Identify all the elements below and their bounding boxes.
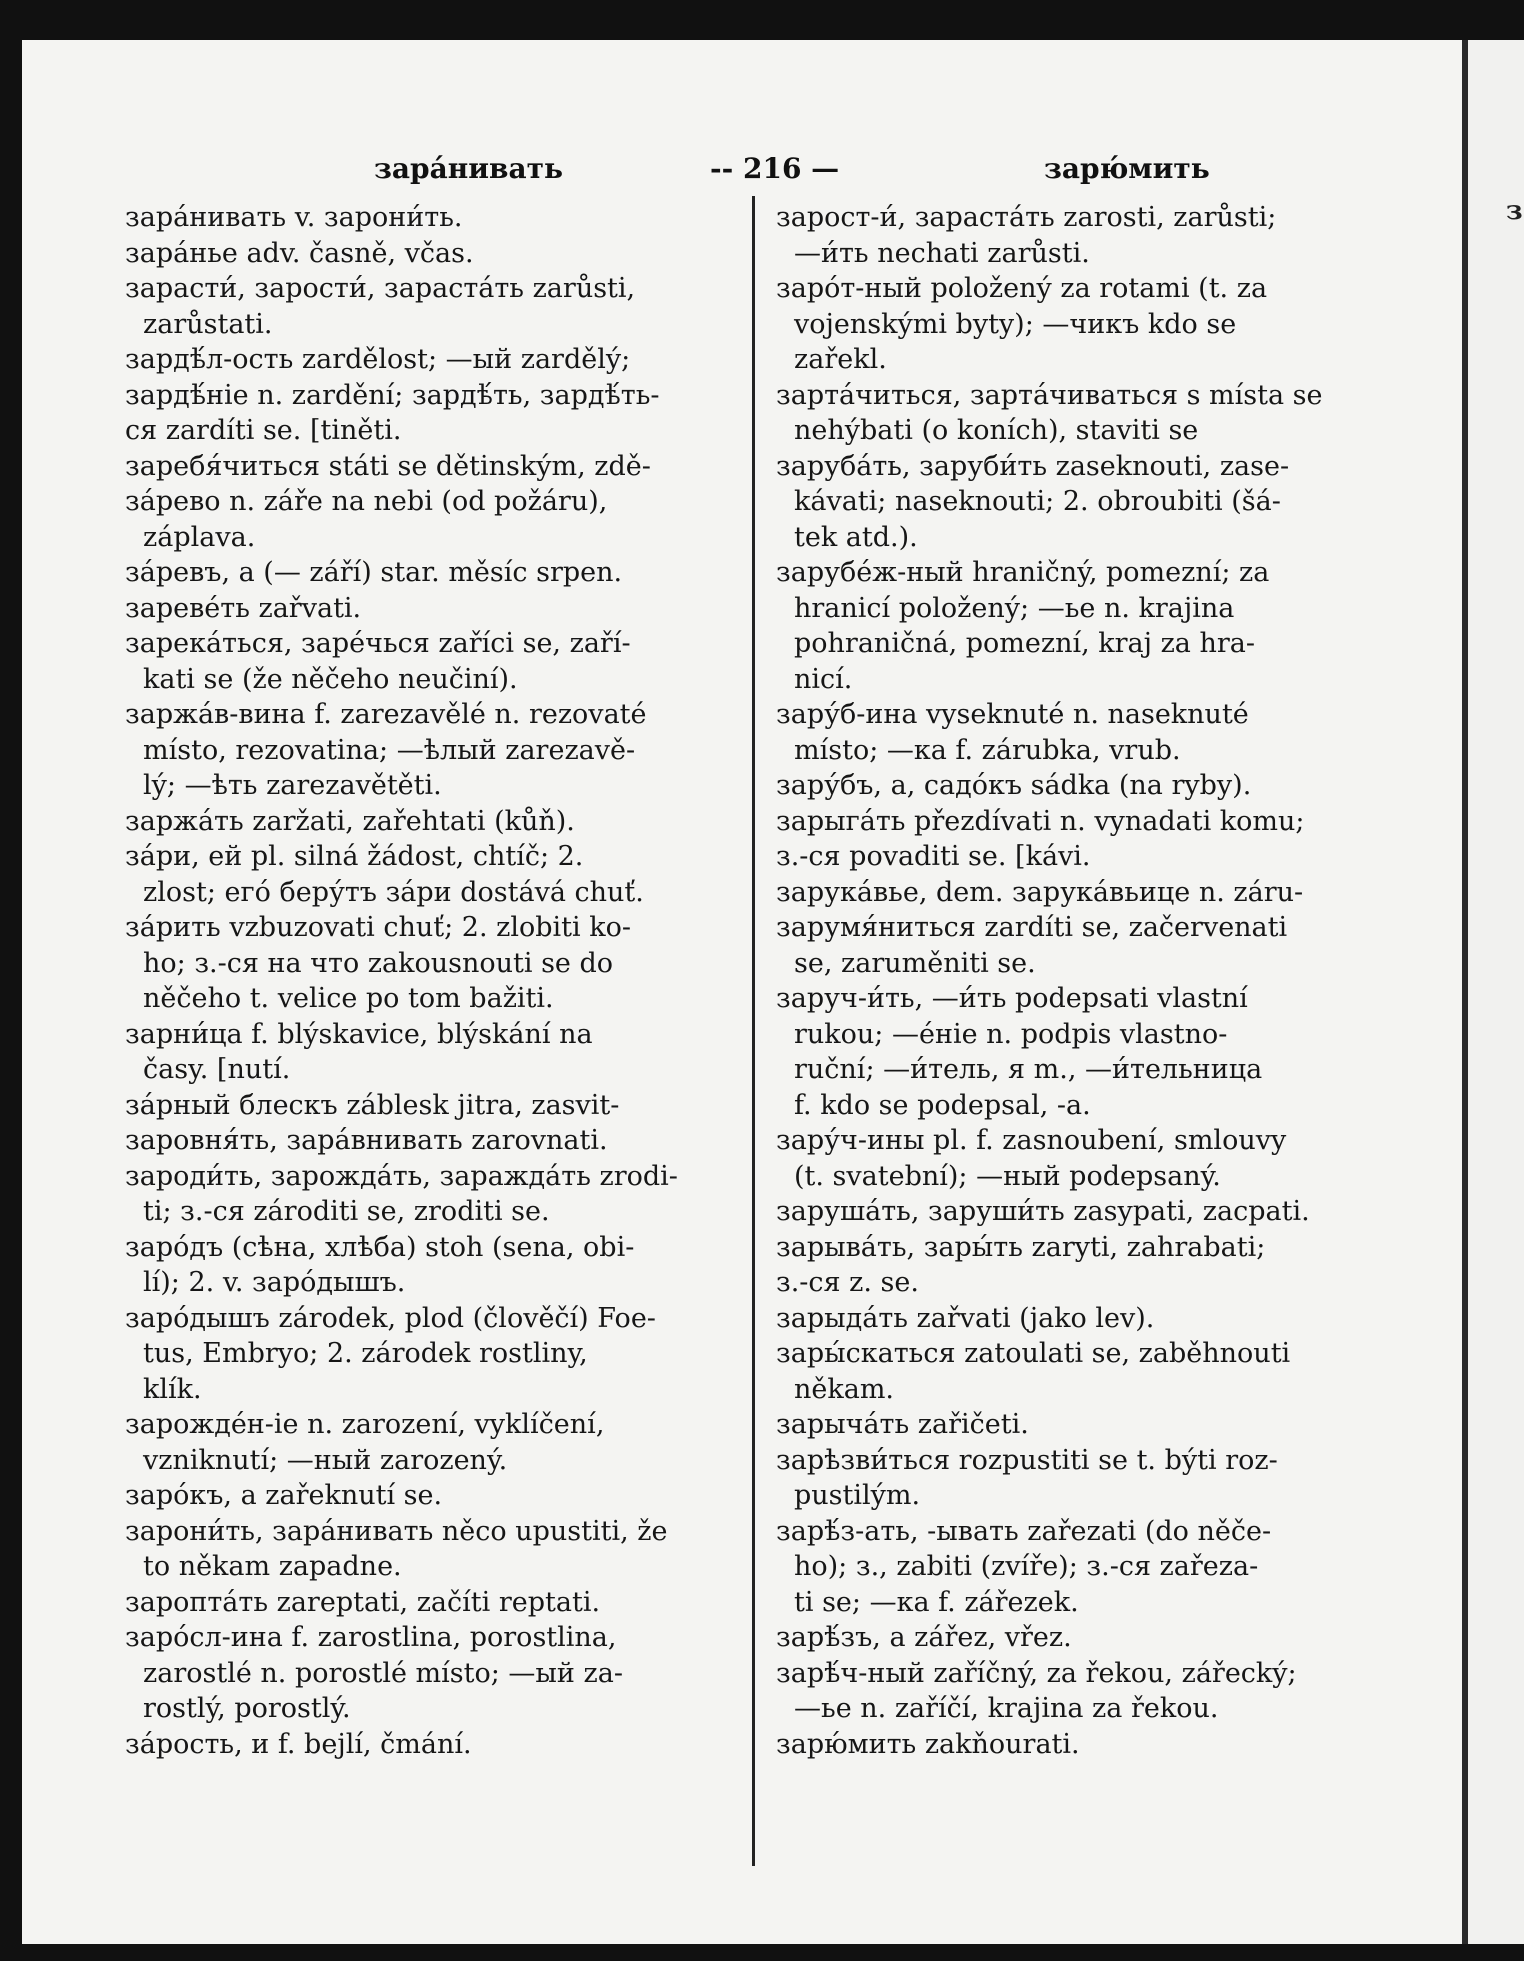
dictionary-line: kávati; naseknouti; 2. obroubiti (šá- (794, 486, 1281, 517)
dictionary-line: pustilým. (794, 1480, 921, 1511)
dictionary-line: rukou; —е́ніе n. podpis vlastno- (794, 1018, 1228, 1050)
dictionary-line: klík. (143, 1373, 202, 1405)
page-header (122, 152, 1322, 192)
dictionary-line: vojenskými byty); —чикъ kdo se (794, 308, 1237, 340)
dictionary-line: зарони́ть, зара́нивать něco upustiti, že (125, 1515, 668, 1547)
dictionary-line: зару́бъ, а, садо́къ sádka (na ryby). (776, 770, 1252, 801)
dictionary-line: lí); 2. v. заро́дышъ. (143, 1267, 406, 1298)
dictionary-line: зарасти́, зарости́, зарастáть zarůsti, (125, 273, 636, 304)
adjacent-page-edge (1468, 40, 1524, 1944)
dictionary-line: ся zardíti se. [tiněti. (125, 415, 402, 446)
dictionary-line: зару́б-ина vyseknuté n. naseknuté (776, 699, 1249, 730)
page-number: -- 216 — (710, 152, 840, 185)
dictionary-line: ho); з., zabiti (zvíře); з.-ся zařeza- (794, 1551, 1259, 1582)
dictionary-line: —ье n. zaříčí, krajina za řekou. (794, 1693, 1219, 1724)
dictionary-line: někam. (794, 1373, 895, 1405)
dictionary-line: зары́скаться zatoulati se, zaběhnouti (776, 1338, 1291, 1369)
dictionary-line: за́рить vzbuzovati chuť; 2. zlobiti ko- (125, 912, 631, 943)
dictionary-line: tus, Embryo; 2. zárodek rostliny, (143, 1338, 588, 1369)
dictionary-line: за́ревъ, а (— září) star. měsíc srpen. (125, 557, 623, 588)
dictionary-line: зарубе́ж-ный hraničný, pomezní; za (776, 557, 1270, 588)
dictionary-line: заребя́читься státi se dětinským, zdě- (125, 450, 651, 482)
dictionary-line: vzniknutí; —ный zarozený. (143, 1444, 508, 1476)
dictionary-line: заржа́ть zaržati, zařehtati (kůň). (125, 805, 575, 837)
dictionary-line: se, zaruměniti se. (794, 947, 1036, 979)
dictionary-line: зарыва́ть, зары́ть zaryti, zahrabati; (776, 1231, 1266, 1263)
dictionary-line: заро́дышъ zárodek, plod (člověčí) Foe- (125, 1302, 656, 1334)
dictionary-line: zarůstati. (143, 308, 273, 340)
dictionary-line: з.-ся z. se. (776, 1267, 919, 1298)
dictionary-line: záplava. (143, 521, 256, 553)
dictionary-line: заржа́в-вина f. zarezavělé n. rezovaté (125, 699, 647, 730)
dictionary-line: nicí. (794, 663, 853, 695)
dictionary-line: něčeho t. velice po tom bažiti. (143, 983, 554, 1014)
dictionary-line: tek atd.). (794, 521, 918, 553)
dictionary-line: заруба́ть, заруби́ть zaseknouti, zase- (776, 450, 1290, 482)
dictionary-line: zarostlé n. porostlé místo; —ый za- (143, 1657, 623, 1689)
dictionary-line: заруша́ть, заруши́ть zasypati, zacpati. (776, 1196, 1310, 1227)
dictionary-line: заровня́ть, зара́внивать zarovnati. (125, 1125, 608, 1156)
dictionary-line: зарѣ́ч-ный zaříčný, za řekou, zářecký; (776, 1657, 1297, 1689)
dictionary-line: з.-ся povaditi se. [kávi. (776, 841, 1091, 872)
dictionary-line: časy. [nutí. (143, 1054, 291, 1085)
dictionary-line: зарука́вье, dem. зарука́вьице n. záru- (776, 876, 1304, 908)
dictionary-line: заро́къ, а zařeknutí se. (125, 1480, 443, 1511)
dictionary-line: místo; —ка f. zárubka, vrub. (794, 734, 1181, 766)
dictionary-line: зарыча́ть zařičeti. (776, 1409, 1029, 1440)
dictionary-line: зарѣзви́ться rozpustiti se t. býti roz- (776, 1444, 1278, 1476)
dictionary-line: зареве́ть zařvati. (125, 592, 362, 624)
left-column (125, 200, 725, 1762)
dictionary-line: ho; з.-ся на что zakousnouti se do (143, 947, 614, 979)
dictionary-line: f. kdo se podepsal, -a. (794, 1089, 1091, 1121)
dictionary-line: hranicí položený; —ье n. krajina (794, 592, 1235, 624)
header-guide-word-right: зарю́мить (1044, 152, 1210, 185)
dictionary-line: зарю́мить zakňourati. (776, 1728, 1080, 1760)
dictionary-line: зардѣ́л-ость zardělost; —ый zardělý; (125, 344, 631, 375)
dictionary-line: зарѣ́зъ, а zářez, vřez. (776, 1622, 1072, 1653)
dictionary-line: nehýbati (o koních), staviti se (794, 415, 1199, 446)
dictionary-line: ti; з.-ся zároditi se, zroditi se. (143, 1196, 550, 1227)
column-divider (752, 196, 755, 1866)
dictionary-line: pohraničná, pomezní, kraj za hra- (794, 628, 1256, 659)
dictionary-line: зара́нивать v. зарони́ть. (125, 202, 463, 233)
dictionary-line: за́рный блескъ záblesk jitra, zasvit- (125, 1089, 620, 1121)
dictionary-line: за́рево n. záře na nebi (od požáru), (125, 486, 608, 517)
dictionary-line: зару́ч-ины pl. f. zasnoubení, smlouvy (776, 1125, 1287, 1156)
dictionary-line: заро́т-ный položený za rotami (t. za (776, 273, 1268, 304)
dictionary-line: kati se (že něčeho neučiní). (143, 663, 518, 695)
dictionary-line: —и́ть nechati zarůsti. (794, 237, 1090, 269)
dictionary-line: lý; —ѣть zarezavětěti. (143, 770, 442, 801)
dictionary-line: rostlý, porostlý. (143, 1693, 351, 1724)
dictionary-line: зарост-и́, зарастáть zarosti, zarůsti; (776, 202, 1277, 233)
dictionary-line: за́рость, и f. bejlí, čmání. (125, 1728, 472, 1760)
dictionary-line: зарыда́ть zařvati (jako lev). (776, 1302, 1155, 1334)
dictionary-line: зарумя́ниться zardíti se, začervenati (776, 912, 1288, 943)
dictionary-line: заро́сл-ина f. zarostlina, porostlina, (125, 1622, 617, 1653)
dictionary-line: зарта́читься, зарта́чиваться s místa se (776, 379, 1323, 411)
dictionary-line: зарѣ́з-ать, -ывать zařezati (do něče- (776, 1515, 1272, 1547)
dictionary-line: заро́дъ (сѣна, хлѣба) stoh (sena, obi- (125, 1231, 635, 1263)
dictionary-line: зарожде́н-іе n. zarození, vyklíčení, (125, 1409, 605, 1440)
dictionary-line: to někam zapadne. (143, 1551, 402, 1582)
header-guide-word-left: зара́нивать (374, 152, 563, 185)
dictionary-line: ti se; —ка f. zářezek. (794, 1586, 1079, 1618)
dictionary-line: за́ри, ей pl. silná žádost, chtíč; 2. (125, 841, 584, 872)
right-column (776, 200, 1376, 1762)
dictionary-line: зарыга́ть přezdívati n. vynadati komu; (776, 805, 1305, 837)
adjacent-page-text: з (1506, 196, 1523, 226)
dictionary-line: зарни́ца f. blýskavice, blýskání na (125, 1018, 593, 1050)
dictionary-line: místo, rezovatina; —ѣлый zarezavě- (143, 734, 636, 766)
dictionary-line: зара́нье adv. časně, včas. (125, 237, 474, 269)
dictionary-line: зардѣ́ніе n. zardění; зардѣ́ть, зардѣ́ть- (125, 379, 660, 411)
dictionary-line: (t. svatební); —ный podepsaný. (794, 1160, 1221, 1192)
dictionary-line: ruční; —и́тель, я m., —и́тельница (794, 1054, 1263, 1085)
dictionary-line: зароди́ть, зарожда́ть, зараждáть zrodi- (125, 1160, 678, 1192)
dictionary-line: зарека́ться, заре́чься zaříci se, zaří- (125, 628, 631, 659)
dictionary-line: zlost; его́ беру́тъ за́ри dostává chuť. (143, 876, 644, 908)
dictionary-line: zařekl. (794, 344, 887, 375)
dictionary-line: заруч-и́ть, —и́ть podepsati vlastní (776, 983, 1248, 1014)
dictionary-line: заропта́ть zareptati, začíti reptati. (125, 1586, 601, 1618)
